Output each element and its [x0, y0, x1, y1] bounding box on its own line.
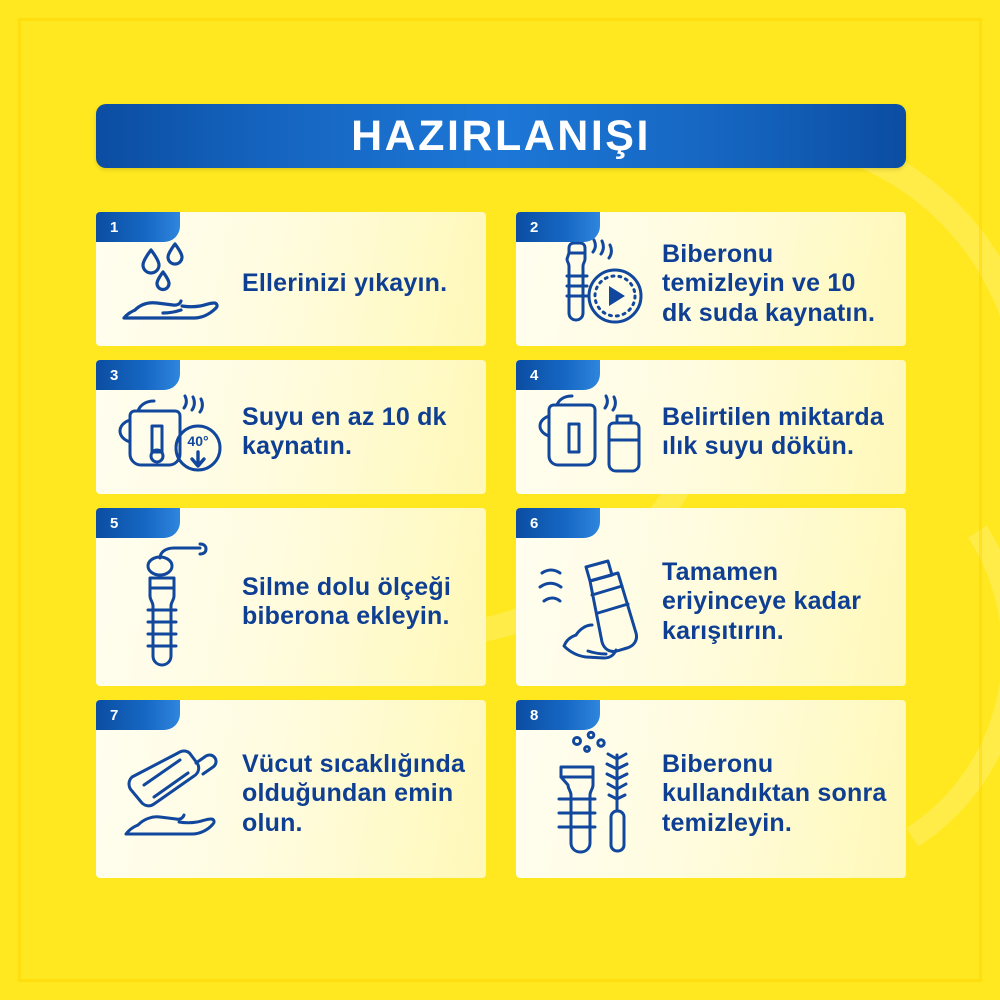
step-card-8 [516, 700, 906, 878]
step-number-badge: 6 [516, 508, 600, 538]
step-number-badge: 7 [96, 700, 180, 730]
step-text: Silme dolu ölçeği biberona ekleyin. [242, 572, 451, 630]
page-title: HAZIRLANIŞI [351, 111, 651, 160]
step-number-badge: 5 [96, 508, 180, 538]
bottle-on-hand-icon [106, 710, 238, 868]
temperature-label: 40° [187, 433, 209, 449]
bottle-brush-icon [526, 710, 658, 868]
shake-bottle-icon [526, 518, 658, 676]
step-card-5 [96, 508, 486, 686]
step-card-3 [96, 360, 486, 494]
step-card-4 [516, 360, 906, 494]
step-card-6 [516, 508, 906, 686]
step-text: Biberonu kullandıktan sonra temizleyin. [662, 749, 887, 837]
scoop-bottle-icon [106, 518, 238, 676]
title-banner [96, 104, 906, 168]
step-text: Vücut sıcaklığında olduğundan emin olun. [242, 749, 466, 837]
step-text: Biberonu temizleyin ve 10 dk suda kaynatın. [662, 239, 876, 327]
step-number-badge: 1 [96, 212, 180, 242]
step-number-badge: 8 [516, 700, 600, 730]
step-number-badge: 2 [516, 212, 600, 242]
step-text: Belirtilen miktarda ılık suyu dökün. [662, 402, 884, 460]
step-card-2 [516, 212, 906, 346]
step-text: Ellerinizi yıkayın. [242, 269, 448, 298]
step-card-1 [96, 212, 486, 346]
step-card-7 [96, 700, 486, 878]
step-number-badge: 4 [516, 360, 600, 390]
step-number-badge: 3 [96, 360, 180, 390]
steps-grid [96, 212, 906, 878]
step-text: Suyu en az 10 dk kaynatın. [242, 402, 447, 460]
step-text: Tamamen eriyinceye kadar karışıtırın. [662, 557, 862, 645]
